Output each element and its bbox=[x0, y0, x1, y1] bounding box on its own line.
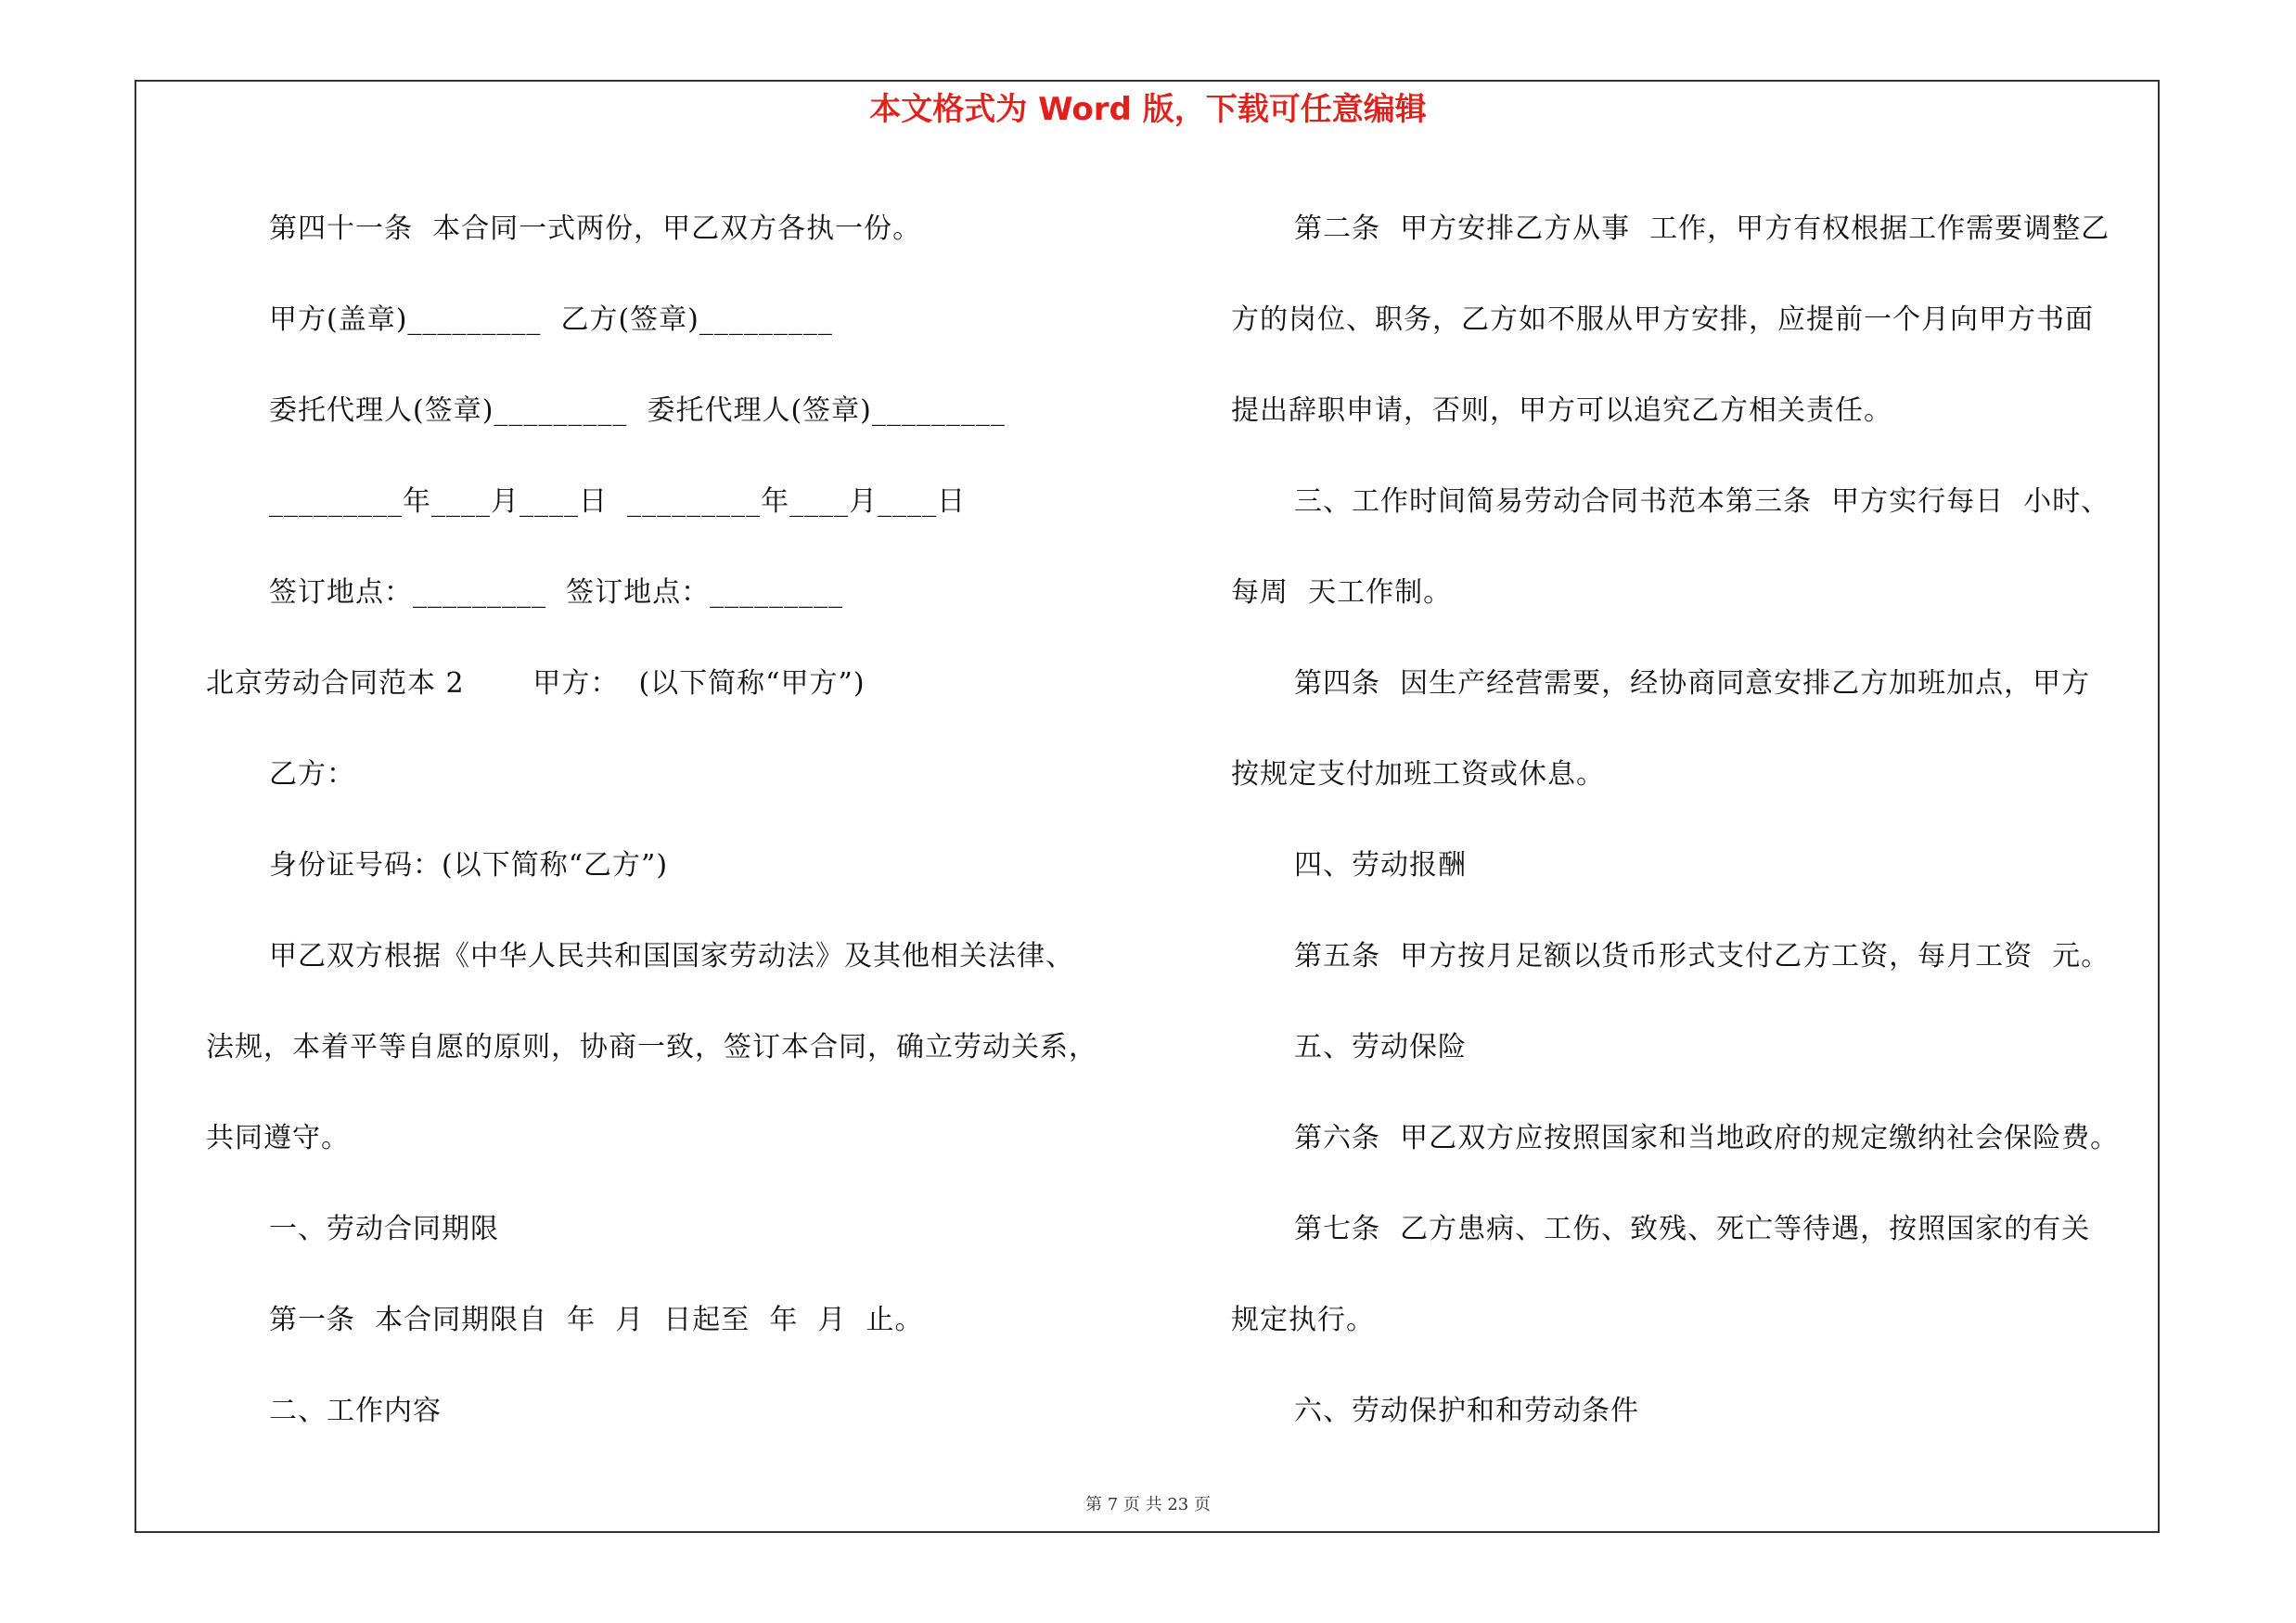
paragraph-line: 法规，本着平等自愿的原则，协商一致，签订本合同，确立劳动关系， bbox=[206, 1031, 1097, 1063]
paragraph-line: 第二条 甲方安排乙方从事 工作，甲方有权根据工作需要调整乙 bbox=[1294, 213, 2110, 245]
paragraph-line: 第四条 因生产经营需要，经协商同意安排乙方加班加点，甲方 bbox=[1294, 667, 2091, 700]
paragraph-line: 每周 天工作制。 bbox=[1231, 576, 1453, 609]
paragraph-line: 甲方(盖章)_________ 乙方(签章)_________ bbox=[269, 303, 833, 336]
paragraph-line: 四、劳动报酬 bbox=[1294, 849, 1467, 882]
left-column bbox=[206, 184, 1208, 1457]
paragraph-line: 按规定支付加班工资或休息。 bbox=[1231, 758, 1605, 791]
right-column bbox=[1231, 184, 2187, 1457]
header-banner: 本文格式为 Word 版，下载可任意编辑 bbox=[869, 91, 1427, 128]
paragraph-line: 规定执行。 bbox=[1231, 1304, 1375, 1336]
paragraph-line: 委托代理人(签章)_________ 委托代理人(签章)_________ bbox=[269, 394, 1006, 427]
paragraph-line: 第四十一条 本合同一式两份，甲乙双方各执一份。 bbox=[269, 213, 922, 245]
paragraph-line: 二、工作内容 bbox=[269, 1395, 442, 1427]
paragraph-line: 三、工作时间简易劳动合同书范本第三条 甲方实行每日 小时、 bbox=[1294, 485, 2110, 518]
paragraph-line: 第一条 本合同期限自 年 月 日起至 年 月 止。 bbox=[269, 1304, 924, 1336]
paragraph-line: 第五条 甲方按月足额以货币形式支付乙方工资，每月工资 元。 bbox=[1294, 940, 2110, 973]
page-number: 第 7 页 共 23 页 bbox=[1085, 1495, 1211, 1514]
paragraph-line: 六、劳动保护和和劳动条件 bbox=[1294, 1395, 1639, 1427]
paragraph-line: 第七条 乙方患病、工伤、致残、死亡等待遇，按照国家的有关 bbox=[1294, 1213, 2091, 1245]
paragraph-line: 第六条 甲乙双方应按照国家和当地政府的规定缴纳社会保险费。 bbox=[1294, 1122, 2120, 1154]
paragraph-line: 方的岗位、职务，乙方如不服从甲方安排，应提前一个月向甲方书面 bbox=[1231, 303, 2094, 336]
paragraph-line: 甲乙双方根据《中华人民共和国国家劳动法》及其他相关法律、 bbox=[269, 940, 1074, 973]
paragraph-line: 北京劳动合同范本 2 甲方： (以下简称“甲方”) bbox=[206, 667, 866, 700]
paragraph-line: 一、劳动合同期限 bbox=[269, 1213, 499, 1245]
paragraph-line: 签订地点：_________ 签订地点：_________ bbox=[269, 576, 844, 609]
paragraph-line: 乙方： bbox=[269, 758, 355, 791]
paragraph-line: _________年____月____日 _________年____月____日 bbox=[269, 485, 967, 518]
paragraph-line: 共同遵守。 bbox=[206, 1122, 350, 1154]
paragraph-line: 五、劳动保险 bbox=[1294, 1031, 1467, 1063]
paragraph-line: 身份证号码：(以下简称“乙方”) bbox=[269, 849, 669, 882]
paragraph-line: 提出辞职申请，否则，甲方可以追究乙方相关责任。 bbox=[1231, 394, 1892, 427]
